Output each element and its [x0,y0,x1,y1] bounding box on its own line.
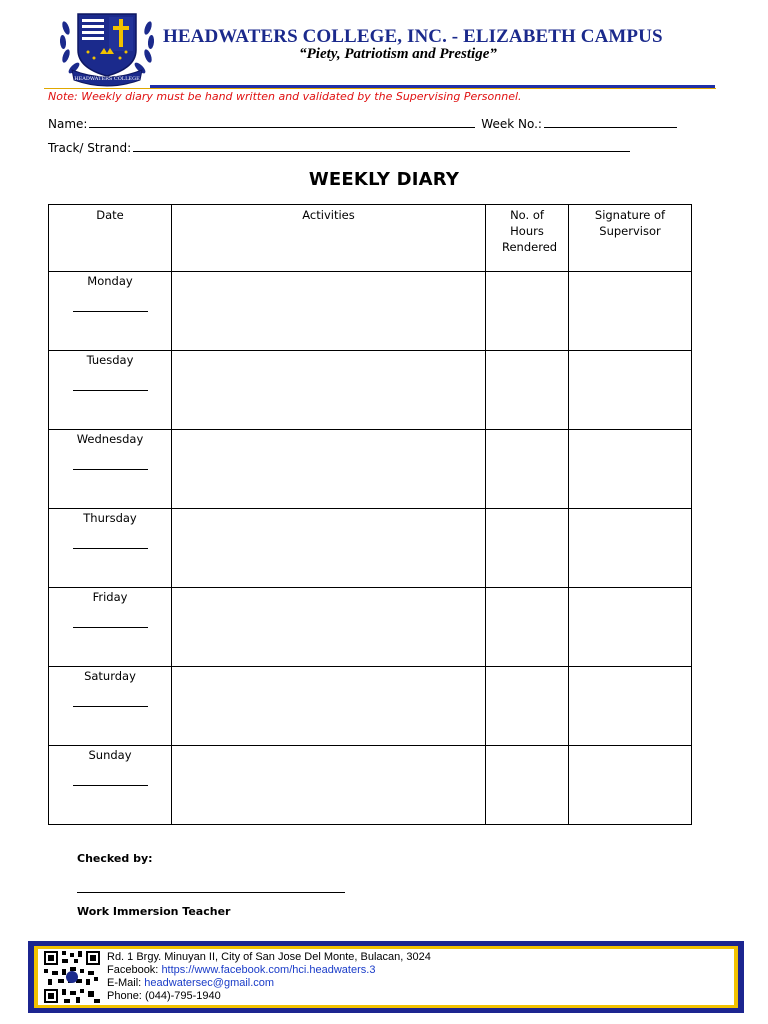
date-blank[interactable] [73,784,148,786]
form-title: WEEKLY DIARY [308,169,460,190]
table-row [49,588,692,667]
hours-cell[interactable] [486,588,569,667]
signature-cell[interactable] [569,746,692,825]
track-field-row [48,140,630,155]
signature-cell[interactable] [569,430,692,509]
column-header-date: Date [49,205,172,272]
hours-cell[interactable] [486,667,569,746]
signature-cell[interactable] [569,351,692,430]
table-row [49,430,692,509]
weekly-diary-table [48,204,692,825]
date-cell [49,351,172,430]
date-blank[interactable] [73,310,148,312]
table-header-row [49,205,692,272]
table-row [49,746,692,825]
date-cell [49,667,172,746]
week-number-blank[interactable] [544,116,677,128]
teacher-signature-line[interactable] [77,892,345,893]
activities-cell[interactable] [172,588,486,667]
activities-cell[interactable] [172,667,486,746]
date-cell [49,746,172,825]
college-logo-icon [56,8,158,88]
facebook-link[interactable]: https://www.facebook.com/hci.headwaters.3 [161,964,376,976]
table-row [49,351,692,430]
day-label: Monday [87,274,133,288]
track-strand-label: Track/ Strand: [48,141,132,155]
date-cell [49,588,172,667]
activities-cell[interactable] [172,430,486,509]
checked-by-label: Checked by: [77,852,153,865]
hours-cell[interactable] [486,430,569,509]
name-field-row [48,116,677,131]
date-blank[interactable] [73,705,148,707]
date-cell [49,509,172,588]
activities-cell[interactable] [172,746,486,825]
signature-cell[interactable] [569,272,692,351]
phone-number: (044)-795-1940 [144,990,221,1002]
hours-cell[interactable] [486,746,569,825]
footer-phone: Phone: (044)-795-1940 [107,990,221,1002]
column-header-activities: Activities [172,205,486,272]
track-strand-blank[interactable] [133,140,630,152]
column-header-hours: No. of Hours Rendered [486,205,569,272]
date-cell [49,430,172,509]
name-blank[interactable] [89,116,475,128]
header-rule-accent [44,88,716,89]
name-label: Name: [48,117,88,131]
table-row [49,509,692,588]
date-blank[interactable] [73,626,148,628]
qr-code-icon [44,951,100,1003]
instruction-note: Note: Weekly diary must be hand written and validated by the Supervising Personnel. [48,90,522,103]
date-blank[interactable] [73,468,148,470]
activities-cell[interactable] [172,509,486,588]
svg-text:HEADWATERS COLLEGE: HEADWATERS COLLEGE [74,76,140,82]
footer-contact-info [107,951,431,1003]
date-cell [49,272,172,351]
hours-cell[interactable] [486,272,569,351]
signature-cell[interactable] [569,588,692,667]
signature-cell[interactable] [569,509,692,588]
date-blank[interactable] [73,547,148,549]
day-label: Tuesday [86,353,134,367]
table-row [49,667,692,746]
date-blank[interactable] [73,389,148,391]
day-label: Sunday [88,748,132,762]
column-header-signature: Signature of Supervisor [569,205,692,272]
hours-cell[interactable] [486,509,569,588]
day-label: Friday [92,590,128,604]
email-link[interactable]: headwatersec@gmail.com [144,977,275,989]
school-name: HEADWATERS COLLEGE, INC. - ELIZABETH CAMPUS [163,26,663,47]
signature-cell[interactable] [569,667,692,746]
footer-email: E-Mail: headwatersec@gmail.com [107,977,275,989]
activities-cell[interactable] [172,351,486,430]
day-label: Wednesday [76,432,144,446]
footer-address: Rd. 1 Brgy. Minuyan II, City of San Jose Del Monte, Bulacan, 3024 [107,951,431,963]
day-label: Saturday [84,669,136,683]
activities-cell[interactable] [172,272,486,351]
hours-cell[interactable] [486,351,569,430]
day-label: Thursday [83,511,137,525]
school-motto: “Piety, Patriotism and Prestige” [299,46,497,62]
week-label: Week No.: [481,117,542,131]
teacher-role-label: Work Immersion Teacher [77,905,231,918]
footer-facebook: Facebook: https://www.facebook.com/hci.headwaters.3 [107,964,376,976]
table-row [49,272,692,351]
